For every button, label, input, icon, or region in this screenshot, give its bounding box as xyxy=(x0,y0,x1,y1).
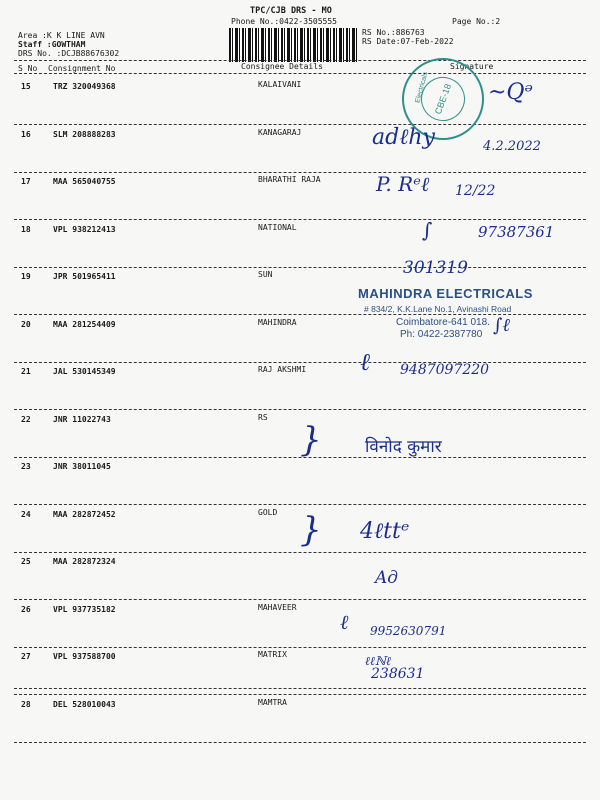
signature-22-23-bracket: } xyxy=(300,420,322,460)
row-consignment-no: TRZ 320049368 xyxy=(53,82,116,91)
header-divider-top xyxy=(14,60,586,61)
row-divider xyxy=(14,172,586,173)
row-consignment-no: VPL 937735182 xyxy=(53,605,116,614)
row-consignment-no: JNR 38011045 xyxy=(53,462,111,471)
row-consignee: MAHAVEER xyxy=(258,603,297,612)
table-row xyxy=(0,700,600,720)
signature-21: ℓ xyxy=(360,348,370,376)
col-signature: Signature xyxy=(450,62,494,71)
table-row xyxy=(0,557,600,577)
signature-27: ℓ xyxy=(340,610,349,634)
drs-title: TPC/CJB DRS - MO xyxy=(250,6,332,16)
table-row xyxy=(0,177,600,197)
header-divider-bottom xyxy=(14,73,586,74)
row-divider xyxy=(14,694,586,695)
signature-19: 301319 xyxy=(403,258,468,278)
row-divider xyxy=(14,742,586,743)
signature-17: P. Rᵉℓ xyxy=(376,172,430,196)
signature-20: ∫ℓ xyxy=(493,315,510,336)
round-stamp-center: CBE-18 xyxy=(415,71,471,127)
signature-25: 4ℓttᵉ xyxy=(360,519,410,544)
row-consignment-no: VPL 938212413 xyxy=(53,225,116,234)
row-sno: 27 xyxy=(21,652,31,661)
row-consignment-no: MAA 282872452 xyxy=(53,510,116,519)
signature-21-phone: 9487097220 xyxy=(400,362,490,378)
row-consignment-no: DEL 528010043 xyxy=(53,700,116,709)
table-row xyxy=(0,605,600,625)
row-consignment-no: MAA 281254409 xyxy=(53,320,116,329)
signature-15: ~Qᵊ xyxy=(488,80,533,105)
signature-16: adℓℎy xyxy=(372,125,435,150)
signature-18-phone: 97387361 xyxy=(478,223,555,241)
row-consignee: MAMTRA xyxy=(258,698,287,707)
col-sno: S No xyxy=(18,64,38,73)
row-sno: 22 xyxy=(21,415,31,424)
row-consignee: BHARATHI RAJA xyxy=(258,175,321,184)
row-consignee: KALAIVANI xyxy=(258,80,302,89)
staff-label: Staff :GOWTHAM xyxy=(18,40,86,49)
row-sno: 16 xyxy=(21,130,31,139)
row-divider xyxy=(14,124,586,125)
signature-27-phone: 9952630791 xyxy=(370,624,447,638)
round-stamp-ring-text: Electricals xyxy=(414,71,430,104)
company-stamp-phone: Ph: 0422-2387780 xyxy=(400,329,483,340)
signature-18: ∫ xyxy=(422,218,433,242)
row-sno: 20 xyxy=(21,320,31,329)
row-consignee: SUN xyxy=(258,270,273,279)
table-row xyxy=(0,462,600,482)
row-consignee: NATIONAL xyxy=(258,223,297,232)
row-sno: 19 xyxy=(21,272,31,281)
row-sno: 23 xyxy=(21,462,31,471)
row-sno: 25 xyxy=(21,557,31,566)
phone-number: Phone No.:0422-3505555 xyxy=(231,17,337,26)
row-consignee: RS xyxy=(258,413,268,422)
signature-23: विनोद कुमार xyxy=(365,437,442,457)
table-row xyxy=(0,652,600,672)
footer-divider xyxy=(14,688,586,689)
signature-28-number: 238631 xyxy=(371,666,425,682)
row-divider xyxy=(14,647,586,648)
row-divider xyxy=(14,409,586,410)
row-consignee: GOLD xyxy=(258,508,278,517)
signature-28: ℓℓℕℓ xyxy=(365,654,391,668)
row-divider xyxy=(14,552,586,553)
row-divider xyxy=(14,504,586,505)
row-sno: 28 xyxy=(21,700,31,709)
row-consignment-no: VPL 937588700 xyxy=(53,652,116,661)
company-stamp-address: # 834/2, K.K.Lane No.1, Avinashi Road xyxy=(364,304,512,314)
row-consignment-no: JPR 501965411 xyxy=(53,272,116,281)
row-sno: 24 xyxy=(21,510,31,519)
signature-16-date: 4.2.2022 xyxy=(483,139,541,154)
row-divider xyxy=(14,599,586,600)
signature-26: Aд xyxy=(375,568,399,588)
rs-date: RS Date:07-Feb-2022 xyxy=(362,37,454,46)
barcode xyxy=(229,28,357,62)
row-consignment-no: JAL 530145349 xyxy=(53,367,116,376)
row-consignee: MATRIX xyxy=(258,650,287,659)
row-divider xyxy=(14,267,586,268)
company-stamp-name: MAHINDRA ELECTRICALS xyxy=(358,286,533,301)
row-consignee: MAHINDRA xyxy=(258,318,297,327)
row-divider xyxy=(14,219,586,220)
row-consignment-no: MAA 282872324 xyxy=(53,557,116,566)
rs-number: RS No.:886763 xyxy=(362,28,425,37)
row-consignment-no: JNR 11022743 xyxy=(53,415,111,424)
row-sno: 18 xyxy=(21,225,31,234)
area-label: Area :K K LINE AVN xyxy=(18,31,105,40)
row-consignee: KANAGARAJ xyxy=(258,128,302,137)
page-number: Page No.:2 xyxy=(452,17,501,26)
table-row xyxy=(0,367,600,387)
row-sno: 15 xyxy=(21,82,31,91)
signature-17-date: 12/22 xyxy=(455,183,496,199)
col-consignment: Consignment No xyxy=(48,64,116,73)
table-row xyxy=(0,320,600,340)
col-consignee: Consignee Details xyxy=(241,62,323,71)
row-consignment-no: SLM 208888283 xyxy=(53,130,116,139)
row-consignment-no: MAA 565040755 xyxy=(53,177,116,186)
row-sno: 21 xyxy=(21,367,31,376)
row-sno: 17 xyxy=(21,177,31,186)
company-stamp-city: Coimbatore-641 018. xyxy=(396,317,490,328)
signature-24-25-bracket: } xyxy=(300,510,322,550)
row-sno: 26 xyxy=(21,605,31,614)
row-divider xyxy=(14,362,586,363)
row-consignee: RAJ AKSHMI xyxy=(258,365,307,374)
drs-number: DRS No. :DCJB88676302 xyxy=(18,49,120,58)
